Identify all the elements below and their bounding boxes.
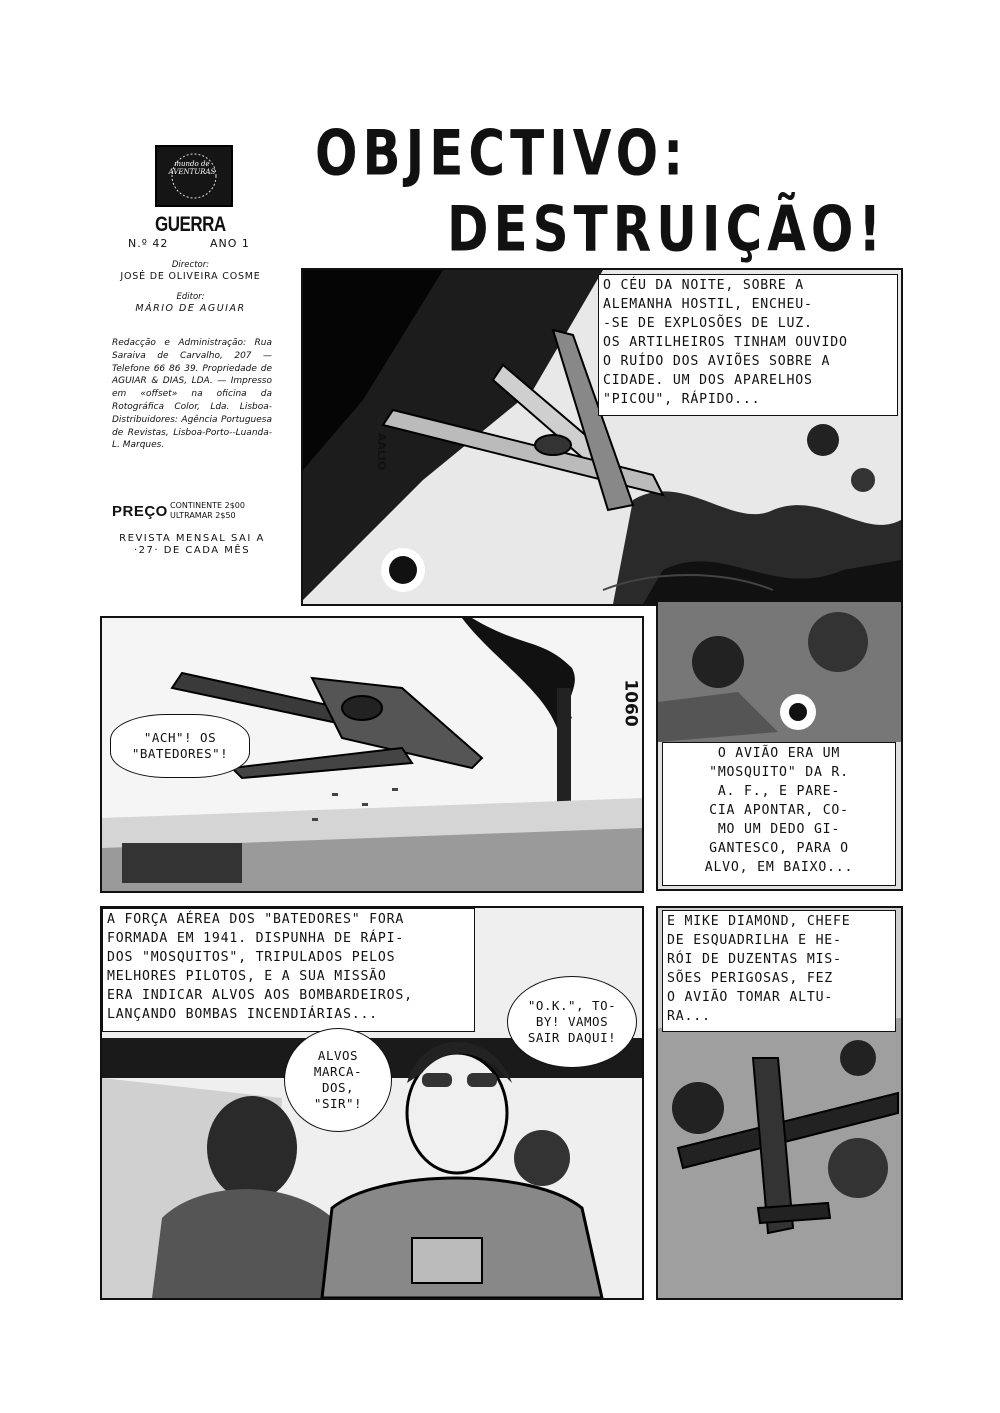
issue-year: ANO 1 xyxy=(210,237,250,250)
monthly-notice: REVISTA MENSAL SAI A ·27· DE CADA MÊS xyxy=(119,533,265,556)
story-title-line1: OBJECTIVO: xyxy=(315,117,689,190)
editor-name: MÁRIO DE AGUIAR xyxy=(135,303,246,314)
panel-2-speech-bubble: "ACH"! OS "BATEDORES"! xyxy=(110,714,250,778)
series-name: GUERRA xyxy=(155,212,226,236)
credits xyxy=(108,260,273,314)
panel-2-number: 1060 xyxy=(620,679,641,727)
panel-3 xyxy=(656,602,903,891)
panel-4 xyxy=(100,906,644,1300)
issue-number: N.º 42 xyxy=(128,237,169,250)
imprint-text: Redacção e Administração: Rua Saraiva de Carvalho, 207 — Telefone 66 86 39. Propriedade de AGUIAR & DIAS, LDA. — Impresso em «offset» na oficina da Rotográfica Color, Lda. Lisboa-Distribuidores: Agência Portuguesa de Revistas, Lisboa-Porto--Luanda-L. Marques. xyxy=(112,338,272,451)
story-title-line2: DESTRUIÇÃO! xyxy=(447,193,887,266)
panel-3-caption: O AVIÃO ERA UM "MOSQUITO" DA R. A. F., E PARE- CIA APONTAR, CO- MO UM DEDO GI- GANTESCO, PARA O ALVO, EM BAIXO... xyxy=(662,742,896,886)
panel-4-bubble-alvos: ALVOS MARCA- DOS, "SIR"! xyxy=(284,1028,392,1132)
panel-5-caption: E MIKE DIAMOND, CHEFE DE ESQUADRILHA E HE- RÓI DE DUZENTAS MIS- SÕES PERIGOSAS, FEZ O AVIÃO TOMAR ALTU- RA... xyxy=(662,910,896,1032)
price-list xyxy=(170,501,245,521)
panel-2 xyxy=(100,616,644,893)
price-ultramar: ULTRAMAR 2$50 xyxy=(170,511,236,520)
panel-4-bubble-ok: "O.K.", TO- BY! VAMOS SAIR DAQUI! xyxy=(507,976,637,1068)
panel-1 xyxy=(301,268,903,606)
publisher-logo xyxy=(155,145,233,207)
panel-4-caption: A FORÇA AÉREA DOS "BATEDORES" FORA FORMADA EM 1941. DISPUNHA DE RÁPI- DOS "MOSQUITOS", TRIPULADOS PELOS MELHORES PILOTOS, E A SUA MISSÃO ERA INDICAR ALVOS AOS BOMBARDEIROS, LANÇANDO BOMBAS INCENDIÁRIAS... xyxy=(102,908,475,1032)
logo-emblem-icon xyxy=(157,147,231,205)
logo-text: mundo de AVENTURAS xyxy=(168,160,216,176)
price-label: PREÇO xyxy=(112,503,168,520)
panel-1-caption: O CÉU DA NOITE, SOBRE A ALEMANHA HOSTIL, ENCHEU- -SE DE EXPLOSÕES DE LUZ. OS ARTILHEIROS TINHAM OUVIDO O RUÍDO DOS AVIÕES SOBRE A CIDADE. UM DOS APARELHOS "PICOU", RÁPIDO... xyxy=(598,274,898,416)
director-name: JOSÉ DE OLIVEIRA COSME xyxy=(120,271,261,282)
panel-5 xyxy=(656,906,903,1300)
price-continente: CONTINENTE 2$00 xyxy=(170,501,245,510)
artist-signature: AALIO xyxy=(375,432,389,471)
director-role: Director: xyxy=(171,260,210,270)
editor-role: Editor: xyxy=(176,292,205,302)
